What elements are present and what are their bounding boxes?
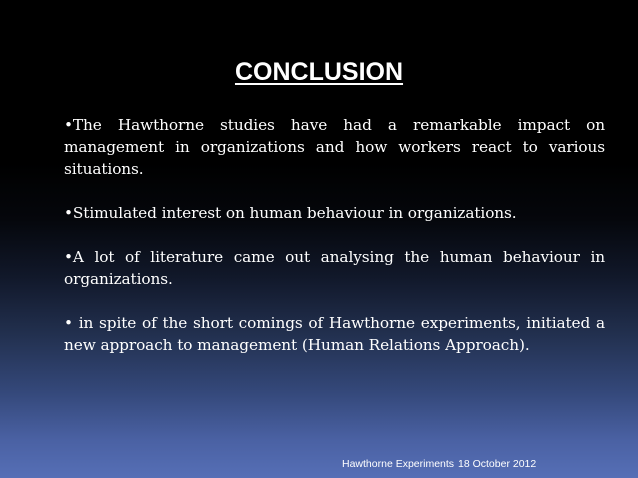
bullet-item: •A lot of literature came out analysing the human behaviour in organizations. <box>64 248 605 288</box>
bullet-item: •Stimulated interest on human behaviour in organizations. <box>64 204 517 222</box>
footer-date: 18 October 2012 <box>458 458 537 470</box>
bullet-item: • in spite of the short comings of Hawthorne experiments, initiated a new approach to management (Human Relations Approach). <box>64 314 605 354</box>
bullet-item: •The Hawthorne studies have had a remarkable impact on management in organizations and how workers react to various situations. <box>64 116 605 178</box>
footer-topic: Hawthorne Experiments <box>342 458 455 470</box>
slide-title <box>0 58 638 87</box>
bullet-list <box>64 114 605 378</box>
slide-title-text: CONCLUSION <box>234 58 404 86</box>
